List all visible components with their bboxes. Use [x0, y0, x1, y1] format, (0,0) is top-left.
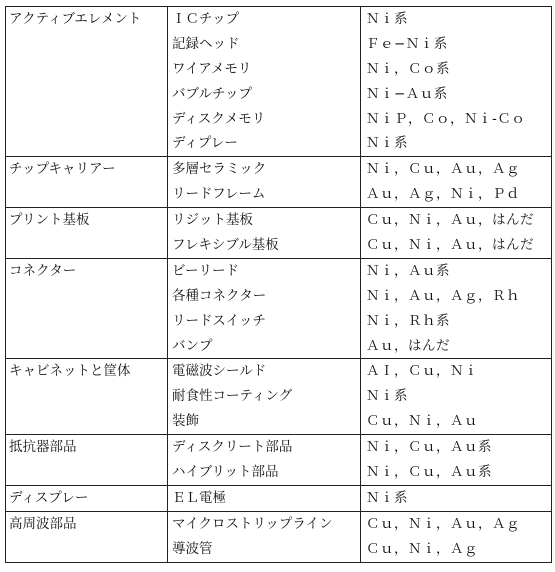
category-label: アクティブエレメント [9, 11, 142, 27]
table-row [6, 157, 552, 208]
material-label: Ｎｉ，Ｃｕ，Ａｕ系 [366, 439, 492, 456]
category-label: 高周波部品 [9, 515, 77, 532]
material-cell [361, 485, 552, 511]
material-label: Ｃｕ，Ｎｉ，Ａｕ [366, 413, 478, 430]
material-label: Ｎｉ系 [366, 388, 408, 405]
component-label: 耐食性コーティング [172, 388, 293, 405]
material-label: Ａｕ，Ａｇ，Ｎｉ，Ｐｄ [366, 186, 520, 203]
component-label: バブルチップ [172, 85, 253, 102]
category-cell [6, 435, 168, 486]
component-label: リジット基板 [172, 212, 253, 229]
material-label: Ｎｉ，Ａｕ，Ａｇ，Ｒｈ [366, 287, 520, 304]
category-cell [6, 359, 168, 435]
component-label: 記録ヘッド [172, 35, 240, 52]
material-cell [361, 511, 552, 562]
table-row [6, 485, 552, 511]
material-label: Ｃｕ，Ｎｉ，Ａｕ，Ａｇ [366, 515, 520, 532]
material-label: Ｎｉ，Ｃｕ，Ａｕ，Ａｇ [366, 161, 520, 178]
component-label: ディプレー [172, 135, 238, 152]
material-label: Ｎｉ，Ａｕ系 [366, 262, 450, 279]
material-label: Ｆｅ−Ｎｉ系 [366, 35, 448, 52]
category-label: ディスプレー [9, 489, 89, 506]
component-cell [168, 258, 361, 359]
component-label: ＥＬ電極 [172, 489, 226, 506]
component-label: ディスクリート部品 [172, 439, 293, 456]
component-cell [168, 435, 361, 486]
component-label: バンプ [172, 337, 213, 354]
category-cell [6, 208, 168, 259]
component-label: ワイアメモリ [172, 60, 252, 77]
component-label: ＩＣチップ [172, 11, 240, 27]
component-label: フレキシブル基板 [172, 237, 279, 254]
component-label: リードフレーム [172, 186, 266, 203]
material-label: Ｎｉ，Ｃｕ，Ａｕ系 [366, 464, 492, 481]
table-row [6, 208, 552, 259]
material-cell [361, 435, 552, 486]
component-label: 電磁波シールド [172, 363, 267, 380]
component-label: 導波管 [172, 540, 213, 557]
material-label: Ｎｉ系 [366, 135, 408, 152]
component-cell [168, 7, 361, 157]
table-row [6, 511, 552, 562]
category-cell [6, 157, 168, 208]
table-row [6, 258, 552, 359]
material-label: Ｎｉ系 [366, 11, 408, 27]
component-cell [168, 359, 361, 435]
category-label: キャビネットと筐体 [9, 363, 131, 380]
table-row [6, 359, 552, 435]
component-cell [168, 511, 361, 562]
material-cell [361, 258, 552, 359]
material-label: Ｃｕ，Ｎｉ，Ａｕ，はんだ [366, 212, 534, 229]
plating-applications-table [5, 6, 552, 563]
table-body [6, 7, 552, 563]
category-label: プリント基板 [9, 212, 90, 229]
material-label: Ｃｕ，Ｎｉ，Ａｇ [366, 540, 478, 557]
material-label: ＡＩ，Ｃｕ，Ｎｉ [366, 363, 478, 380]
material-label: Ｎｉ系 [366, 489, 408, 506]
component-label: 装飾 [172, 413, 199, 430]
material-label: Ｎｉ，Ｒｈ系 [366, 312, 450, 329]
category-cell [6, 7, 168, 157]
component-cell [168, 157, 361, 208]
material-cell [361, 208, 552, 259]
category-cell [6, 258, 168, 359]
material-cell [361, 157, 552, 208]
material-label: Ｎｉ，Ｃｏ系 [366, 60, 450, 77]
component-cell [168, 208, 361, 259]
material-cell [361, 7, 552, 157]
material-label: Ａｕ，はんだ [366, 337, 450, 354]
category-label: 抵抗器部品 [9, 439, 77, 456]
category-label: コネクター [9, 262, 77, 279]
component-cell [168, 485, 361, 511]
material-label: Ｎｉ−Ａｕ系 [366, 85, 448, 102]
category-cell [6, 511, 168, 562]
component-label: 各種コネクター [172, 287, 267, 304]
category-label: チップキャリアー [9, 161, 116, 178]
material-label: Ｃｕ，Ｎｉ，Ａｕ，はんだ [366, 237, 534, 254]
component-label: ディスクメモリ [172, 110, 266, 127]
table-row [6, 7, 552, 157]
component-label: マイクロストリップライン [172, 515, 333, 532]
component-label: ビーリード [172, 262, 239, 279]
material-cell [361, 359, 552, 435]
material-label: ＮｉＰ，Ｃｏ，Ｎｉ-Ｃｏ [366, 110, 526, 127]
component-label: ハイブリット部品 [172, 464, 279, 481]
component-label: 多層セラミック [172, 161, 267, 178]
category-cell [6, 485, 168, 511]
component-label: リードスイッチ [172, 312, 266, 329]
table-row [6, 435, 552, 486]
